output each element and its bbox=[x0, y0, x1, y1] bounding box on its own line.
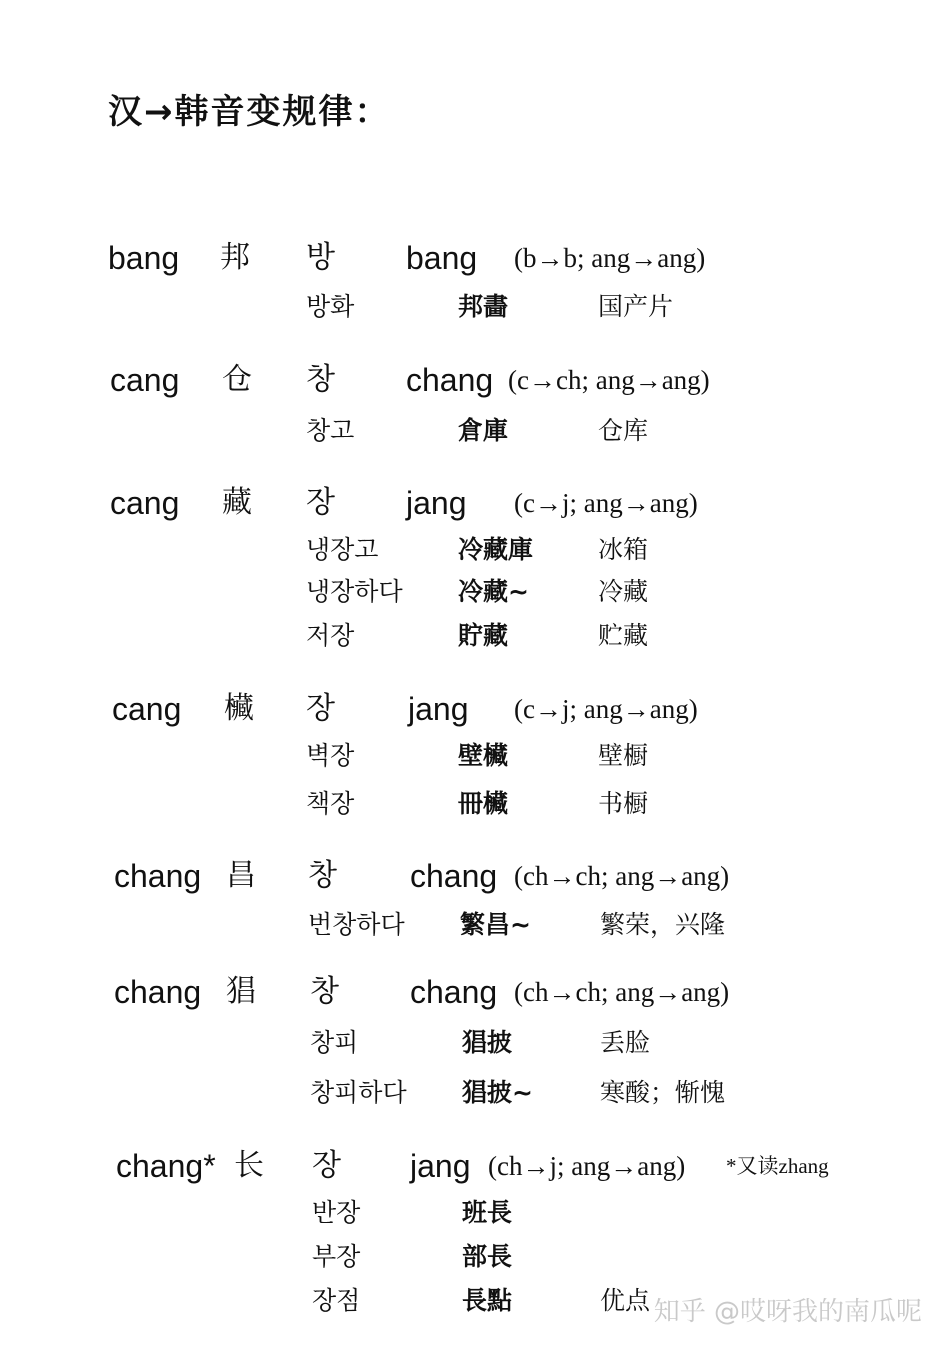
example-chinese: 优点 bbox=[600, 1286, 651, 1315]
example-hanja: 猖披 bbox=[462, 1028, 513, 1057]
entry-hanzi: 藏 bbox=[222, 485, 252, 520]
example-korean: 번창하다 bbox=[308, 910, 405, 939]
example-chinese: 丢脸 bbox=[600, 1028, 651, 1057]
entry-pinyin: bang bbox=[108, 240, 180, 276]
entry-pinyin: cang bbox=[110, 485, 180, 521]
example-hanja: 繁昌~ bbox=[460, 910, 531, 939]
entry-hangul: 방 bbox=[306, 240, 335, 275]
entry-note: *又读zhang bbox=[726, 1154, 829, 1178]
example-chinese: 国产片 bbox=[598, 292, 674, 321]
entry-target: chang bbox=[406, 362, 494, 398]
entry-hangul: 장 bbox=[312, 1148, 341, 1183]
example-hanja: 猖披~ bbox=[462, 1078, 533, 1107]
entry-rule: (c→j; ang→ang) bbox=[514, 488, 698, 518]
entry-hanzi: 猖 bbox=[226, 974, 256, 1009]
entry-hanzi: 长 bbox=[234, 1148, 264, 1183]
watermark: 知乎 @哎呀我的南瓜呢 bbox=[653, 1297, 922, 1327]
entry-pinyin: chang bbox=[114, 974, 202, 1010]
entry-rule: (b→b; ang→ang) bbox=[514, 243, 706, 273]
entry-pinyin: chang* bbox=[116, 1148, 216, 1184]
entry-rule: (c→ch; ang→ang) bbox=[508, 365, 710, 395]
example-hanja: 長點 bbox=[462, 1286, 513, 1315]
entry-target: jang bbox=[406, 485, 467, 521]
example-hanja: 冷藏庫 bbox=[458, 535, 534, 564]
entry-target: jang bbox=[410, 1148, 471, 1184]
entry-hangul: 장 bbox=[306, 485, 335, 520]
entry-rule: (ch→ch; ang→ang) bbox=[514, 861, 730, 891]
example-chinese: 繁荣，兴隆 bbox=[600, 910, 726, 939]
example-korean: 창고 bbox=[306, 416, 355, 445]
entry-target: chang bbox=[410, 974, 498, 1010]
example-hanja: 倉庫 bbox=[458, 416, 509, 445]
example-korean: 창피 bbox=[310, 1028, 359, 1057]
example-chinese: 贮藏 bbox=[598, 621, 649, 650]
example-hanja: 部長 bbox=[462, 1242, 513, 1271]
entry-hangul: 창 bbox=[310, 974, 339, 1009]
example-korean: 냉장고 bbox=[306, 535, 379, 564]
example-hanja: 貯藏 bbox=[458, 621, 509, 650]
entry-pinyin: chang bbox=[114, 858, 202, 894]
entry-rule: (c→j; ang→ang) bbox=[514, 694, 698, 724]
entry-hangul: 창 bbox=[306, 362, 335, 397]
example-hanja: 班長 bbox=[462, 1198, 513, 1227]
entry-hangul: 장 bbox=[306, 691, 335, 726]
entry-hanzi: 昌 bbox=[226, 858, 256, 893]
example-korean: 부장 bbox=[312, 1242, 361, 1271]
example-hanja: 壁欌 bbox=[458, 741, 509, 770]
entry-target: bang bbox=[406, 240, 478, 276]
entry-rule: (ch→ch; ang→ang) bbox=[514, 977, 730, 1007]
entry-rule: (ch→j; ang→ang) bbox=[488, 1151, 686, 1181]
entry-pinyin: cang bbox=[112, 691, 182, 727]
entry-target: jang bbox=[408, 691, 469, 727]
example-korean: 저장 bbox=[306, 621, 355, 650]
example-korean: 창피하다 bbox=[310, 1078, 407, 1107]
example-chinese: 书橱 bbox=[598, 789, 649, 818]
example-chinese: 寒酸；惭愧 bbox=[600, 1078, 726, 1107]
example-korean: 반장 bbox=[312, 1198, 361, 1227]
example-hanja: 冷藏~ bbox=[458, 577, 529, 606]
example-hanja: 邦畵 bbox=[458, 292, 509, 321]
page-title: 汉→韩音变规律： bbox=[108, 92, 391, 132]
entry-hangul: 창 bbox=[308, 858, 337, 893]
example-korean: 책장 bbox=[306, 789, 355, 818]
entry-hanzi: 仓 bbox=[222, 362, 252, 397]
entry-hanzi: 邦 bbox=[220, 240, 250, 275]
example-chinese: 壁橱 bbox=[598, 741, 649, 770]
example-korean: 방화 bbox=[306, 292, 355, 321]
example-chinese: 冰箱 bbox=[598, 535, 649, 564]
example-chinese: 冷藏 bbox=[598, 577, 649, 606]
entry-hanzi: 欌 bbox=[224, 691, 254, 726]
example-chinese: 仓库 bbox=[598, 416, 649, 445]
example-korean: 장점 bbox=[312, 1286, 361, 1315]
entry-target: chang bbox=[410, 858, 498, 894]
entry-pinyin: cang bbox=[110, 362, 180, 398]
example-hanja: 冊欌 bbox=[458, 789, 509, 818]
example-korean: 냉장하다 bbox=[306, 577, 403, 606]
example-korean: 벽장 bbox=[306, 741, 355, 770]
